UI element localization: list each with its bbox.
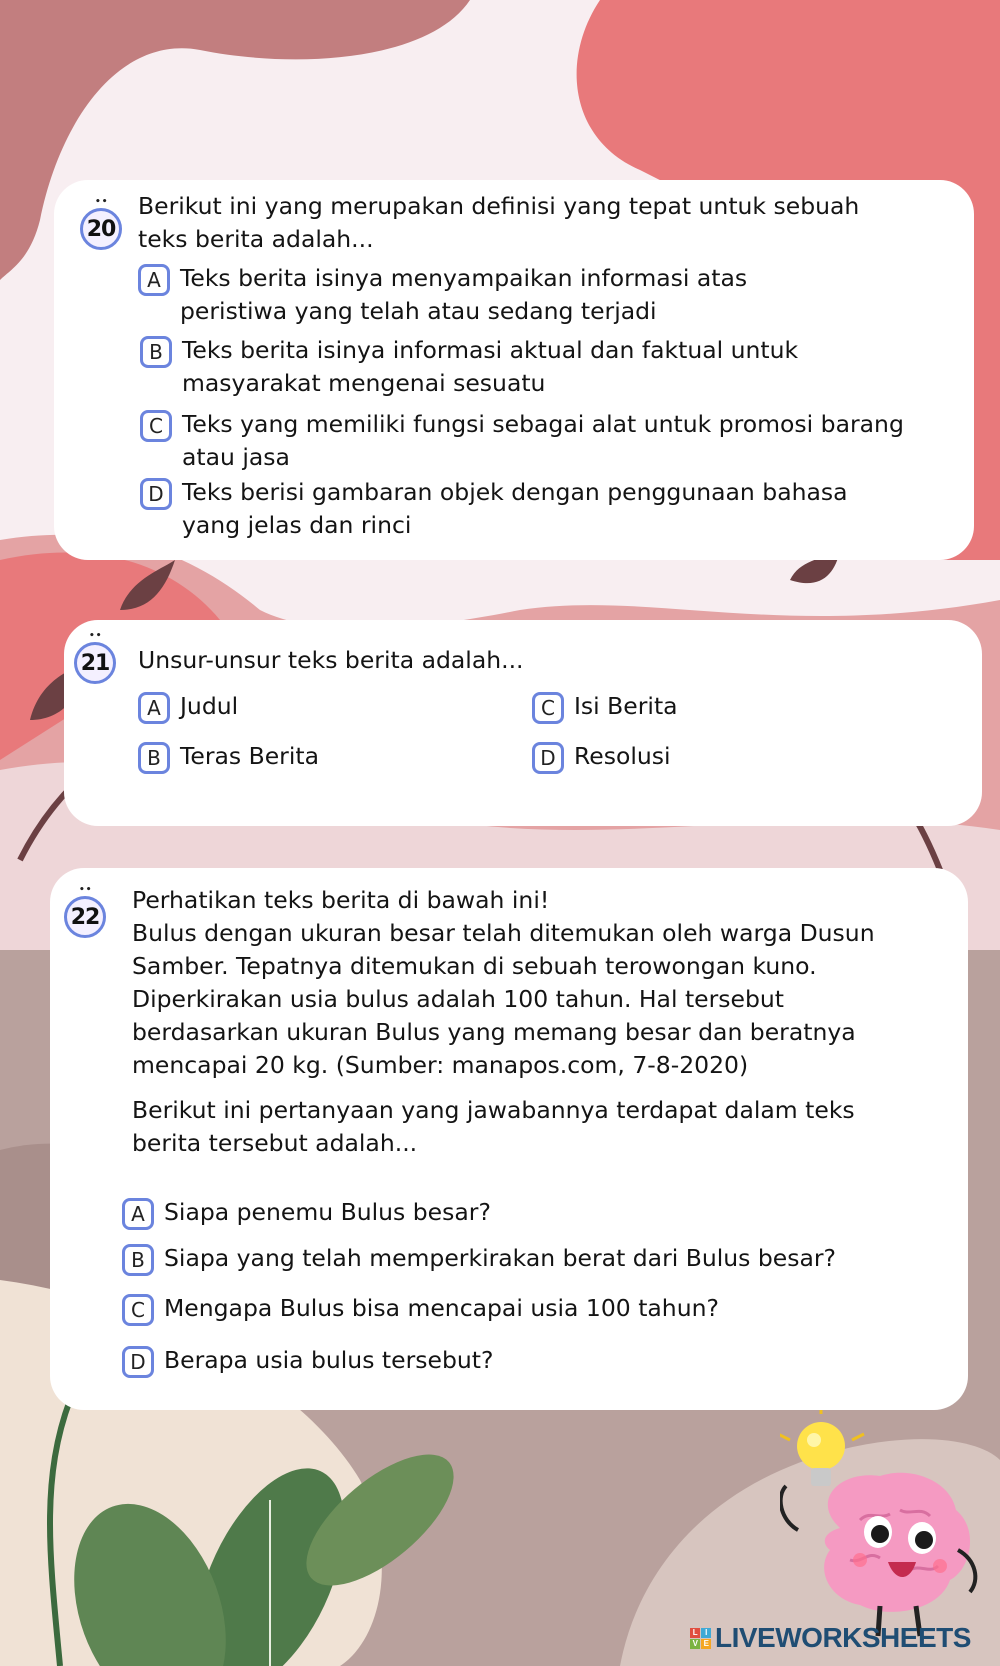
question-text: Berikut ini yang merupakan definisi yang tepat untuk sebuah teks berita adalah...: [138, 192, 860, 253]
option-text: Berapa usia bulus tersebut?: [164, 1346, 494, 1374]
option-d[interactable]: [532, 740, 671, 774]
option-text: Teks berita isinya menyampaikan informasi atas peristiwa yang telah atau sedang terjadi: [180, 264, 748, 325]
option-text: Teks berisi gambaran objek dengan penggunaan bahasa yang jelas dan rinci: [182, 478, 848, 539]
option-c[interactable]: [140, 408, 904, 474]
question-text: Unsur-unsur teks berita adalah...: [138, 646, 524, 674]
option-letter-badge[interactable]: D: [532, 742, 564, 774]
question-22-card: [50, 868, 968, 1410]
brain-mascot-icon: [780, 1410, 980, 1640]
option-text: Teks berita isinya informasi aktual dan faktual untuk masyarakat mengenai sesuatu: [182, 336, 799, 397]
option-letter-badge[interactable]: A: [138, 692, 170, 724]
option-letter-badge[interactable]: C: [140, 410, 172, 442]
option-text: Isi Berita: [574, 692, 678, 720]
option-letter-badge[interactable]: A: [138, 264, 170, 296]
option-letter-badge[interactable]: A: [122, 1198, 154, 1230]
question-body: [132, 884, 952, 1160]
question-number-badge: •• 22: [64, 896, 106, 938]
option-text: Judul: [180, 692, 239, 720]
option-text: Resolusi: [574, 742, 671, 770]
option-d[interactable]: [140, 476, 848, 542]
option-letter-badge[interactable]: D: [140, 478, 172, 510]
news-passage: Bulus dengan ukuran besar telah ditemukan oleh warga Dusun Samber. Tepatnya ditemukan di sebuah terowongan kuno. Diperkirakan usia bulus adalah 100 tahun. Hal tersebut berdasarkan ukuran Bulus yang memang besar dan beratnya mencapai 20 kg. (Sumber: manapos.com, 7-8-2020): [132, 919, 875, 1079]
question-21-card: [64, 620, 982, 826]
option-b[interactable]: [122, 1242, 836, 1276]
question-number-badge: •• 20: [80, 208, 122, 250]
question-20-card: [54, 180, 974, 560]
option-a[interactable]: [138, 690, 238, 724]
option-a[interactable]: [138, 262, 747, 328]
liveworksheets-logo: [690, 1622, 971, 1654]
option-a[interactable]: [122, 1196, 491, 1230]
brand-mark-icon: L I V E: [690, 1628, 711, 1649]
brand-name: LIVEWORKSHEETS: [715, 1622, 971, 1653]
option-letter-badge[interactable]: C: [122, 1294, 154, 1326]
option-c[interactable]: [122, 1292, 719, 1326]
option-text: Siapa penemu Bulus besar?: [164, 1198, 491, 1226]
option-d[interactable]: [122, 1344, 493, 1378]
option-text: Teks yang memiliki fungsi sebagai alat untuk promosi barang atau jasa: [182, 410, 904, 471]
option-text: Mengapa Bulus bisa mencapai usia 100 tahun?: [164, 1294, 719, 1322]
option-letter-badge[interactable]: B: [138, 742, 170, 774]
option-b[interactable]: [140, 334, 798, 400]
question-number-badge: •• 21: [74, 642, 116, 684]
option-letter-badge[interactable]: C: [532, 692, 564, 724]
option-text: Siapa yang telah memperkirakan berat dari Bulus besar?: [164, 1244, 837, 1272]
option-letter-badge[interactable]: B: [140, 336, 172, 368]
option-letter-badge[interactable]: B: [122, 1244, 154, 1276]
option-b[interactable]: [138, 740, 319, 774]
question-text: Berikut ini pertanyaan yang jawabannya terdapat dalam teks berita tersebut adalah...: [132, 1096, 855, 1157]
passage-intro: Perhatikan teks berita di bawah ini!: [132, 886, 550, 914]
option-text: Teras Berita: [180, 742, 319, 770]
lightbulb-icon: [780, 1410, 864, 1486]
option-letter-badge[interactable]: D: [122, 1346, 154, 1378]
option-c[interactable]: [532, 690, 678, 724]
